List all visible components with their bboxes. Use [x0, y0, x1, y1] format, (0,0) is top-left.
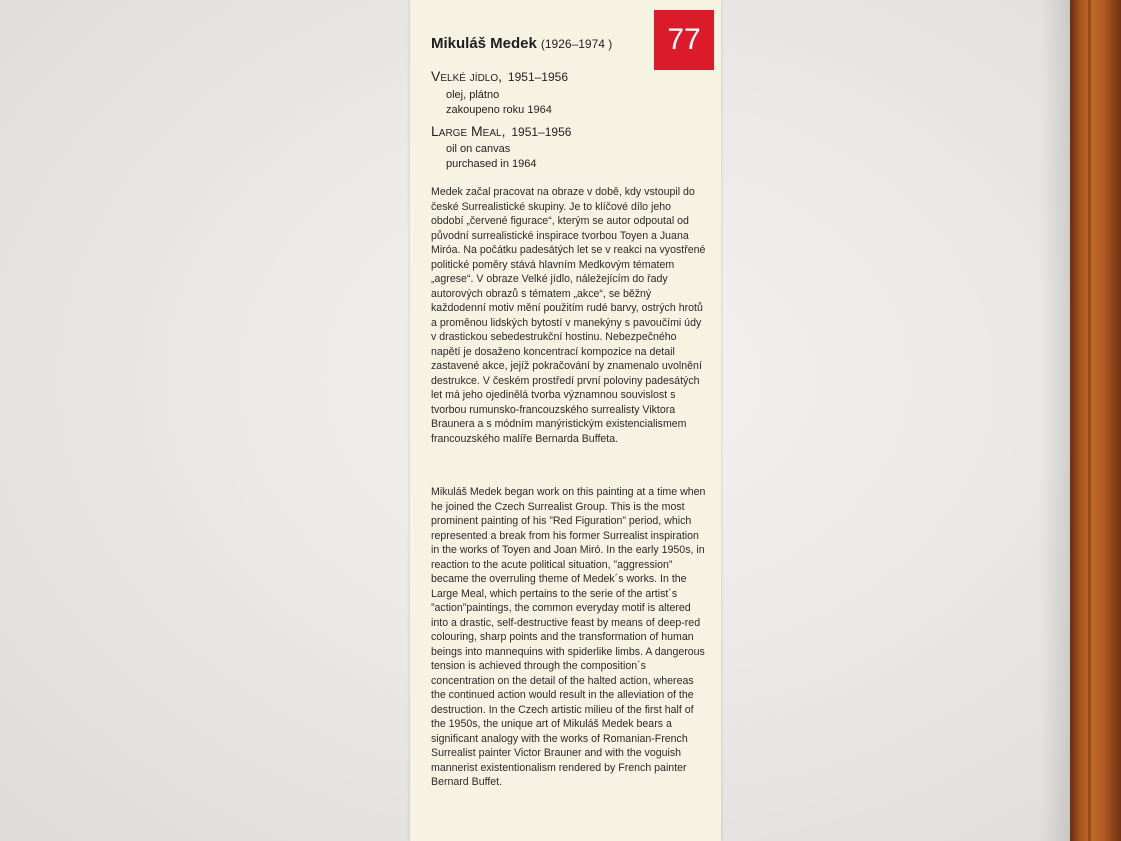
- title-czech-year: 1951–1956: [507, 70, 568, 84]
- title-english-text: Large Meal,: [431, 123, 506, 139]
- acquisition-english: purchased in 1964: [446, 158, 537, 170]
- artist-heading: [431, 35, 651, 53]
- description-english: Mikuláš Medek began work on this painting at a time when he joined the Czech Surrealist Group. This is the most prominent painting of his ”Red Figuration” period, which represented a break from his former Surrealist inspiration in the works of Toyen and Joan Miró. In the early 1950s, in reaction to the acute political situation, ”aggression” became the overruling theme of Medek´s works. In the Large Meal, which pertains to the serie of the artist´s ”action”paintings, the common everyday motif is altered into a drastic, self-destructive feast by means of deep-red colouring, sharp points and the transformation of human beings into mannequins with spiderlike limbs. A dangerous tension is achieved through the composition´s concentration on the detail of the halted action, whereas the continued action would result in the alleviation of the destruction. In the Czech artistic milieu of the first half of the 1950s, the unique art of Mikuláš Medek bears a significant analogy with the works of Romanian-French Surrealist painter Victor Brauner and with the voguish mannerist existentionalism rendered by French painter Bernard Buffet.: [431, 486, 706, 788]
- acquisition-czech: zakoupeno roku 1964: [446, 104, 552, 116]
- medium-english: oil on canvas: [446, 143, 511, 155]
- artist-name: Mikuláš Medek: [431, 35, 537, 52]
- title-english: [431, 123, 571, 139]
- medium-czech: olej, plátno: [446, 89, 500, 101]
- frame-groove: [1088, 0, 1091, 841]
- title-english-year: 1951–1956: [511, 125, 572, 139]
- artist-dates: (1926–1974 ): [540, 37, 613, 51]
- painting-frame-edge: [1070, 0, 1121, 841]
- description-czech: Medek začal pracovat na obraze v době, kdy vstoupil do české Surrealistické skupiny. Je to klíčové dílo jeho období „červené figurace“, kterým se autor odpoutal od původní surrealistické inspirace tvorbou Toyen a Juana Miróa. Na počátku padesátých let se v reakci na vyostřené politické poměry stává hlavním Medkovým tématem „agrese“. V obraze Velké jídlo, náležejícím do řady autorových obrazů s tématem „akce“, se běžný každodenní motiv mění použitím rudé barvy, ostrých hrotů a proměnou lidských bytostí v manekýny s pavoučími údy v drastickou sebedestrukční hostinu. Nebezpečného napětí je dosaženo koncentrací kompozice na detail zastavené akce, jejíž pokračování by znamenalo uvolnění destrukce. V českém prostředí první poloviny padesátých let má jeho ojedinělá tvorba významnou souvislost s tvorbou rumunsko-francouzského surrealisty Viktora Braunera a s módním manýristickým existencialismem francouzského malíře Bernarda Buffeta.: [431, 186, 706, 445]
- title-czech: [431, 68, 568, 84]
- title-czech-text: Velké jídlo,: [431, 68, 503, 84]
- label-number-badge: 77: [654, 10, 714, 70]
